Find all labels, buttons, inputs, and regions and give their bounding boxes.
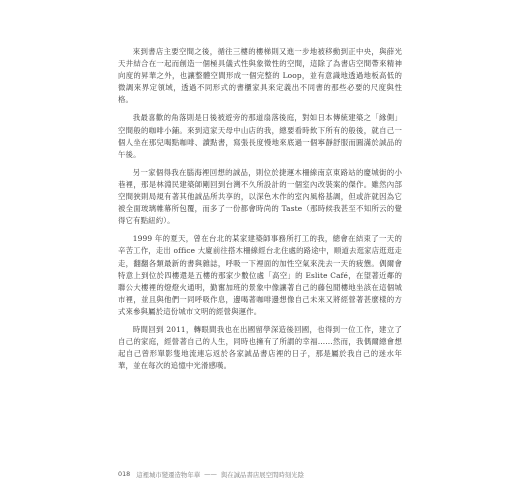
footer-title: 這裡城市變遷造物年華	[136, 470, 201, 479]
page-footer	[118, 469, 402, 479]
paragraph-4: 1999 年的夏天，曾在台北的某家建築師事務所打工的我，總會在結束了一天的辛苦工作，走出 office 大廈前往搭木柵線經台北住處的路途中，順道去逛家店逛逛走走，翻翻各類最新的書與雜誌，呼吸一下裡面的加性空氣來洗去一天的疲憊。偶爾會特意上到位於四樓還是五樓的那家少數位處「高空」的 Eslite Café，在望著近鄰的聯公大樓裡的燈燈火通明，勤奮加班的景象中像讓著自己的藤包閒樓地坐該在這個城市裡，並且與他們一同呼吸作息，邊喝著咖啡邊想像自己未來又將經營著甚麼樣的方式來參與屬於這份城市文明的經營與運作。	[118, 234, 402, 316]
paragraph-1: 來到書店主要空間之後，循往三樓的樓梯則又進一步地被移動到正中央，與薛光天井結合在一起而創造一個極具儀式性與象徵性的空間，這除了為書店空間帶來精神向度的昇華之外，也讓整體空間形成一個完整的 Loop，並有意識地透過地板高低的微調來界定領域，透過不同形式的書櫃家具來定義出不同書的那些必要的尺度與性格。	[118, 47, 402, 105]
body-text	[118, 46, 402, 378]
paragraph-5: 時間回到 2011，轉眼間我也在出國留學深造後回國，也得到一位工作，建立了自己的家庭，經營著自己的人生，同時也擁有了所謂的幸福……然而，我偶爾總會想起自己曾形單影隻地流連忘返於各家誠品書店裡的日子，那是屬於我自己的迷水年華，並在每次的追憶中光滑感嘆。	[118, 324, 402, 371]
page-number: 018	[118, 470, 131, 478]
paragraph-2: 我最喜歡的角落則是日後被遊旁的那道扇落後庭，對如日本傳統建築之「緣側」空間般的咖啡小鋪。來到這家天母中山店的我，總要看時飲下所有的般後，就自己一個人坐在那兒喝點咖啡、讀點書，寫張長度慢地來底過一個寧靜舒服而圓滿於誠品的午後。	[118, 113, 402, 159]
paragraph-3: 另一家個得我在腦海裡回想的誠品，則位於捷運木柵線南京東路站的慶城街的小巷裡，那是林淵民建築師剛回到台灣不久所設計的一個室內改裝案的傑作。雖然內部空間狹則局規有著其他誠品所共享的，以深色木作的室內風格基調，但或許就因為它被全面玻璃帷幕所包覆，而多了一份都會時尚的 Taste（那時候我甚至不知所云的覺得它有點紐約）。	[118, 167, 402, 226]
footer-subtitle: 與在誠品書店展空間時刻光陰	[220, 470, 304, 479]
footer-separator: ——	[204, 470, 217, 478]
